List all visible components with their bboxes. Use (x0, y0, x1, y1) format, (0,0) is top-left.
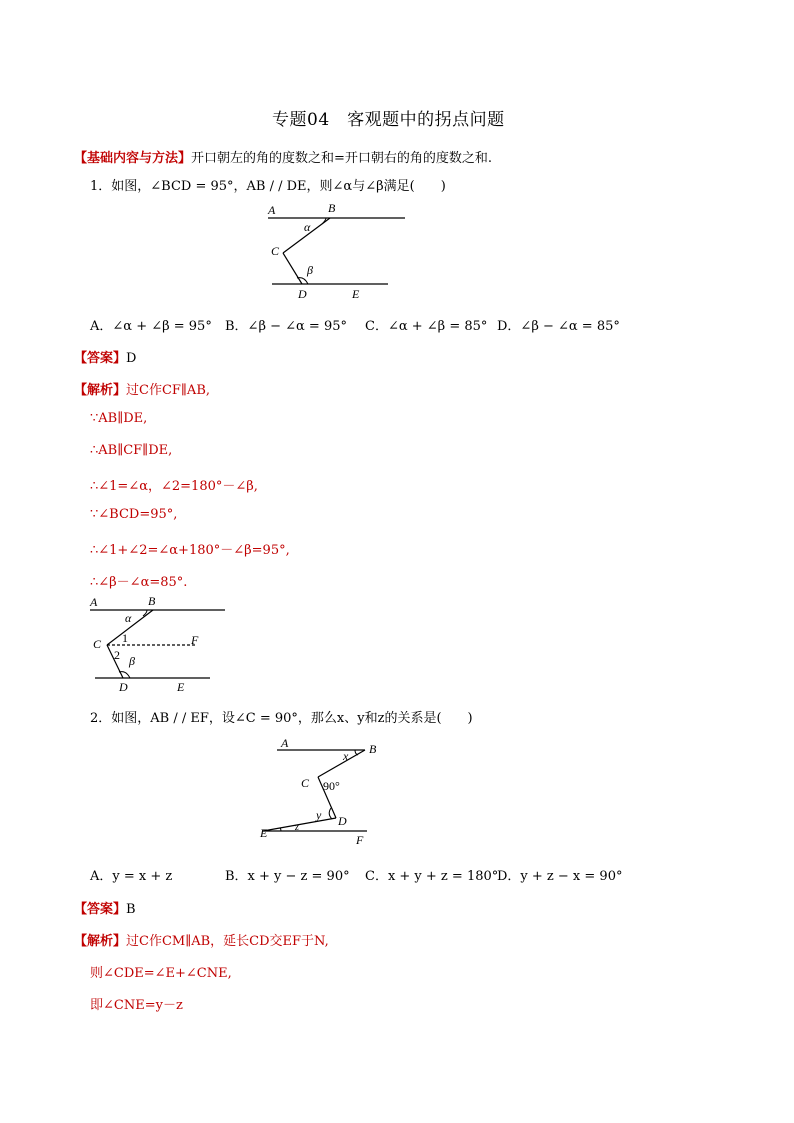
q1-option-b: B．∠β − ∠α = 95° (225, 319, 347, 334)
q2-analysis-1: 则∠CDE=∠E+∠CNE, (90, 966, 232, 981)
basics-line (74, 147, 492, 166)
page-title: 专题04 客观题中的拐点问题 (272, 110, 505, 130)
q2-answer (74, 898, 136, 917)
q1-analysis-6: ∴∠β－∠α=85°. (90, 575, 188, 590)
q2-label-a: A (281, 736, 289, 750)
q1-analysis-2: ∴AB∥CF∥DE, (90, 443, 173, 458)
q1-seg-cd (283, 253, 302, 284)
q2-option-d: D．y + z − x = 90° (497, 869, 623, 884)
q1-option-a: A．∠α + ∠β = 95° (90, 319, 212, 334)
q1s-label-e: E (177, 680, 185, 694)
q1-label-b: B (328, 201, 336, 215)
q2-option-a: A．y = x + z (90, 869, 173, 884)
q2-label-x: x (343, 749, 349, 763)
q2-analysis-text-0: 过C作CM∥AB，延长CD交EF于N, (126, 934, 329, 949)
q2-stem: 2．如图，AB / / EF，设∠C = 90°，那么x、y和z的关系是( ) (90, 711, 473, 726)
q2-answer-value: B (126, 902, 136, 917)
q1s-label-b: B (148, 594, 156, 608)
q1s-label-a: A (90, 595, 98, 609)
q1-option-c: C．∠α + ∠β = 85° (365, 319, 488, 334)
q1s-label-2: 2 (114, 648, 120, 662)
q2-figure (255, 732, 385, 847)
q1-label-d: D (298, 287, 307, 301)
q2-label-e: E (260, 826, 268, 840)
q2-label-b: B (369, 742, 377, 756)
q2-label-f: F (356, 833, 364, 847)
q1-label-a: A (268, 203, 276, 217)
q2-analysis-label: 【解析】 (74, 934, 127, 949)
q1-analysis-text-0: 过C作CF∥AB, (126, 383, 211, 398)
q2-answer-label: 【答案】 (74, 902, 127, 917)
q2-arc-y (329, 808, 332, 819)
q1-stem: 1．如图，∠BCD = 95°，AB / / DE，则∠α与∠β满足( ) (90, 179, 446, 194)
q1s-label-d: D (119, 680, 128, 694)
q1s-label-1: 1 (122, 631, 128, 645)
q1s-label-f: F (191, 633, 199, 647)
q2-label-d: D (338, 814, 347, 828)
q1-analysis-1: ∵AB∥DE, (90, 411, 148, 426)
q2-option-b: B．x + y − z = 90° (225, 869, 350, 884)
q1s-label-c: C (93, 637, 102, 651)
q2-label-y: y (316, 808, 322, 822)
q1-analysis-5: ∴∠1+∠2=∠α+180°－∠β=95°, (90, 543, 290, 558)
q1-solution-figure (85, 592, 235, 697)
q1s-label-alpha: α (125, 611, 132, 625)
q2-analysis-2: 即∠CNE=y－z (90, 998, 183, 1013)
q1-analysis-0 (74, 379, 210, 398)
q1-analysis-label: 【解析】 (74, 383, 127, 398)
q1-analysis-3: ∴∠1=∠α，∠2=180°－∠β, (90, 479, 258, 494)
q1-label-c: C (271, 244, 280, 258)
q1-option-d: D．∠β − ∠α = 85° (497, 319, 620, 334)
q2-analysis-0 (74, 930, 329, 949)
q1-analysis-4: ∵∠BCD=95°, (90, 507, 178, 522)
q2-label-c: C (301, 776, 310, 790)
q2-seg-bc (318, 750, 365, 777)
q1-answer-value: D (126, 351, 137, 366)
q1-label-e: E (352, 287, 360, 301)
q2-seg-de (263, 818, 336, 831)
q1-answer-label: 【答案】 (74, 351, 127, 366)
q1-label-alpha: α (304, 220, 311, 234)
q1-label-beta: β (307, 263, 313, 277)
q1-figure (260, 198, 420, 308)
q1-answer (74, 347, 136, 366)
q2-label-angle: 90° (323, 779, 340, 793)
q2-label-z: z (295, 822, 299, 833)
q1s-label-beta: β (129, 654, 135, 668)
basics-label: 【基础内容与方法】 (74, 151, 192, 166)
basics-text: 开口朝左的角的度数之和=开口朝右的角的度数之和. (191, 151, 493, 166)
q2-option-c: C．x + y + z = 180° (365, 869, 499, 884)
